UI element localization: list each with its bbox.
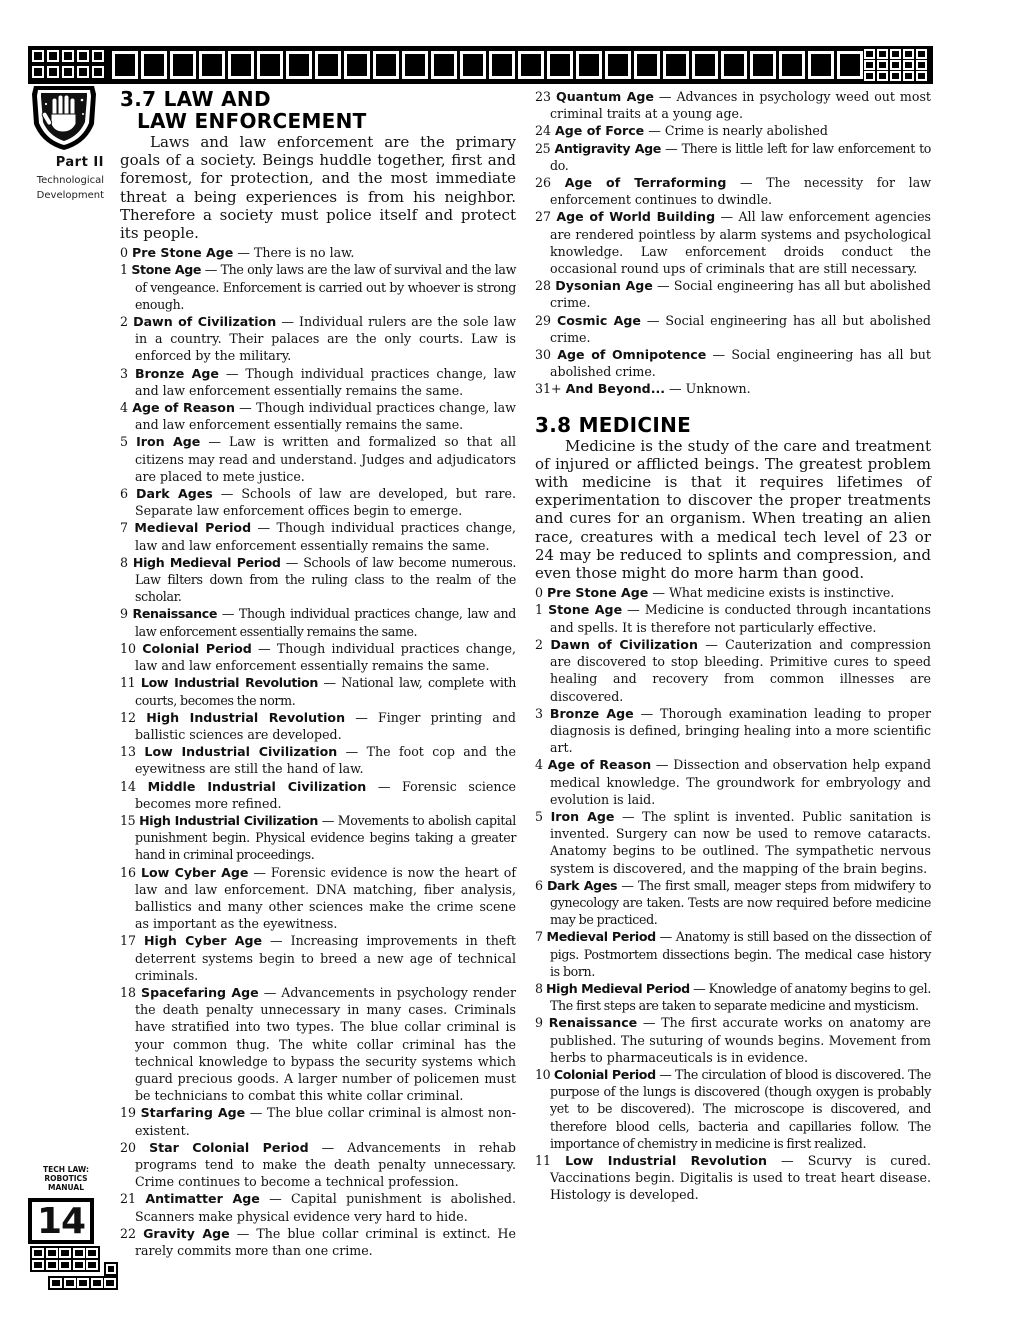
entry-text: Though individual practices change, law and law enforcement essentially remains the same.: [135, 520, 517, 553]
strip-square: [431, 51, 457, 79]
entry-item: 10 Colonial Period — The circulation of blood is discovered. The purpose of the lungs is discovered (though oxygen is probably yet to be discovered). The microscope is discovered, and therefore blood cells, bacteria and capillaries follow. The importance of chemistry in medicine is first realized.: [535, 1066, 931, 1151]
strip-square: [518, 51, 544, 79]
law-entry-list-continued: [535, 88, 931, 398]
entry-age: Star Colonial Period: [149, 1139, 309, 1155]
footer-box-row: [48, 1276, 118, 1290]
strip-square: [228, 51, 254, 79]
strip-square: [77, 50, 89, 62]
entry-age: High Industrial Civilization: [139, 812, 319, 828]
entry-age: And Beyond...: [565, 381, 666, 397]
entry-age: Dawn of Civilization: [133, 314, 277, 330]
entry-age: Colonial Period: [142, 640, 252, 656]
entry-item: 11 Low Industrial Revolution — Scurvy is cured. Vaccinations begin. Digitalis is used to treat heart disease. Histology is developed.: [535, 1152, 931, 1203]
entry-text: Movements to abolish capital punishment begin. Physical evidence begins taking a greater hand in criminal proceedings.: [135, 812, 516, 863]
entry-item: 3 Bronze Age — Though individual practices change, law and law enforcement essentially remains the same.: [120, 365, 516, 398]
entry-item: 25 Antigravity Age — There is little left for law enforcement to do.: [535, 140, 932, 173]
strip-square: [903, 49, 914, 59]
entry-text: Unknown.: [685, 381, 751, 397]
entry-text: Individual rulers are the sole law in a country. Their palaces are the only courts. Law is enforced by the military.: [135, 314, 516, 364]
entry-text: Though individual practices change, law and law enforcement essentially remains the same.: [135, 640, 516, 674]
entry-number: 2: [535, 636, 544, 652]
medicine-entry-list: [535, 584, 931, 1203]
entry-text: The necessity for law enforcement continues to dwindle.: [550, 175, 931, 208]
entry-item: 19 Starfaring Age — The blue collar criminal is almost non-existent.: [120, 1105, 516, 1138]
entry-text: The only laws are the law of survival and the law of vengeance. Enforcement is carried out by whoever is strong enough.: [135, 262, 516, 312]
entry-number: 3: [535, 705, 544, 721]
grid-square: [91, 1278, 103, 1288]
strip-square: [402, 51, 428, 79]
header-box-strip: [28, 46, 933, 84]
law-intro: Laws and law enforcement are the primary goals of a society. Beings huddle together, first and foremost, for protection, and the most immediate threat a being experiences is from his neighbor. Therefore a society must police itself and protect its people.: [120, 133, 516, 243]
entry-text: There is little left for law enforcement to do.: [550, 140, 932, 173]
entry-item: 21 Antimatter Age — Capital punishment is abolished. Scanners make physical evidence very hard to hide.: [120, 1191, 516, 1224]
entry-text: Social engineering has all but abolished crime.: [550, 312, 931, 345]
entry-item: 9 Renaissance — The first accurate works on anatomy are published. The suturing of wounds begins. Movement from herbs to pharmaceuticals is in evidence.: [535, 1015, 931, 1065]
entry-number: 12: [120, 709, 137, 725]
entry-item: 11 Low Industrial Revolution — National law, complete with courts, becomes the norm.: [120, 675, 517, 708]
entry-number: 18: [120, 984, 137, 1000]
entry-item: 12 High Industrial Revolution — Finger printing and ballistic sciences are developed.: [120, 709, 516, 742]
grid-square: [59, 1260, 71, 1270]
strip-square: [315, 51, 341, 79]
entry-number: 4: [120, 400, 129, 416]
entry-age: Dark Ages: [136, 486, 213, 502]
entry-item: 22 Gravity Age — The blue collar criminal is extinct. He rarely commits more than one crime.: [120, 1225, 516, 1258]
entry-number: 29: [535, 312, 552, 328]
entry-number: 31+: [535, 381, 562, 397]
entry-text: Schools of law become numerous. Law filters down from the ruling class to the realm of the scholar.: [135, 554, 516, 605]
strip-square: [460, 51, 486, 79]
strip-square: [890, 71, 901, 81]
medicine-intro: Medicine is the study of the care and treatment of injured or afflicted beings. The greatest problem with medicine is that it requires lifetimes of experimentation to discover the proper treatments and cures for an organism. When treating an alien race, creatures with a medical tech level of 23 or 24 may be reduced to splints and compression, and even those might do more harm than good.: [535, 436, 931, 583]
entry-item: 1 Stone Age — Medicine is conducted through incantations and spells. It is therefore not particularly effective.: [535, 602, 931, 635]
entry-age: Medieval Period: [546, 929, 656, 945]
strip-square: [903, 71, 914, 81]
entry-age: Age of World Building: [556, 209, 716, 225]
entry-text: The first accurate works on anatomy are published. The suturing of wounds begins. Movement from herbs to pharmaceuticals is in evidence.: [550, 1015, 931, 1065]
part-subtitle: [0, 173, 104, 203]
entry-item: 6 Dark Ages — Schools of law are developed, but rare. Separate law enforcement offices begin to emerge.: [120, 486, 516, 519]
entry-text: Advances in psychology weed out most criminal traits at a young age.: [550, 89, 931, 122]
entry-item: 0 Pre Stone Age — There is no law.: [120, 245, 355, 261]
entry-number: 9: [535, 1015, 544, 1031]
strip-square: [808, 51, 834, 79]
strip-square: [286, 51, 312, 79]
entry-text: Increasing improvements in theft deterrent systems begin to breed a new age of technical criminals.: [135, 933, 516, 983]
strip-square: [344, 51, 370, 79]
entry-text: Law is written and formalized so that all citizens may read and understand. Judges and adjudicators are placed to mete justice.: [135, 434, 516, 484]
entry-number: 9: [120, 606, 128, 622]
hand-shield-emblem: [26, 84, 102, 152]
entry-number: 10: [120, 640, 137, 656]
heading-line2: LAW ENFORCEMENT: [137, 109, 367, 133]
strip-square: [663, 51, 689, 79]
entry-number: 26: [535, 175, 552, 191]
strip-square: [77, 66, 89, 78]
strip-square: [92, 66, 104, 78]
entry-number: 0: [535, 585, 544, 601]
entry-number: 19: [120, 1105, 137, 1121]
entry-age: High Medieval Period: [132, 554, 281, 570]
entry-number: 20: [120, 1139, 137, 1155]
entry-item: 5 Iron Age — The splint is invented. Public sanitation is invented. Surgery can now be used to remove cataracts. Anatomy begins to be outlined. The sympathetic nervous system is discovered, and the mapping of the brain begins.: [535, 808, 931, 876]
part-subtitle-line2: Development: [36, 190, 104, 201]
entry-item: 20 Star Colonial Period — Advancements in rehab programs tend to make the death penalty unnecessary. Crime continues to become a technical profession.: [120, 1139, 516, 1190]
entry-text: All law enforcement agencies are rendered pointless by alarm systems and psychological knowledge. Law enforcement droids conduct the occasional round ups of criminals that are still necessary.: [550, 209, 931, 277]
page-number: 14: [28, 1198, 94, 1244]
entry-age: Age of Omnipotence: [557, 347, 707, 363]
entry-age: Bronze Age: [134, 365, 219, 381]
strip-square: [864, 71, 875, 81]
entry-number: 17: [120, 933, 137, 949]
manual-line1: TECH LAW:: [43, 1165, 89, 1174]
strip-square: [605, 51, 631, 79]
entry-number: 6: [120, 486, 129, 502]
entry-number: 28: [535, 278, 552, 294]
entry-text: Scurvy is cured. Vaccinations begin. Digitalis is used to treat heart disease. Histology is developed.: [550, 1152, 931, 1203]
entry-item: 17 High Cyber Age — Increasing improvements in theft deterrent systems begin to breed a new age of technical criminals.: [120, 933, 516, 983]
entry-age: Pre Stone Age: [132, 245, 234, 261]
entry-number: 2: [120, 314, 129, 330]
entry-age: Cosmic Age: [556, 312, 641, 328]
grid-square: [86, 1260, 98, 1270]
entry-item: 14 Middle Industrial Civilization — Forensic science becomes more refined.: [120, 778, 516, 811]
grid-square: [86, 1248, 98, 1258]
entry-age: Stone Age: [548, 602, 623, 618]
strip-square: [47, 50, 59, 62]
entry-item: 0 Pre Stone Age — What medicine exists is instinctive.: [535, 585, 895, 601]
strip-square: [890, 49, 901, 59]
entry-text: Crime is nearly abolished: [664, 123, 828, 139]
strip-square: [62, 66, 74, 78]
grid-square: [32, 1248, 44, 1258]
entry-age: Low Cyber Age: [140, 864, 249, 880]
grid-square: [59, 1248, 71, 1258]
entry-age: Antigravity Age: [554, 140, 661, 156]
grid-square: [104, 1278, 116, 1288]
entry-item: 4 Age of Reason — Dissection and observation help expand medical knowledge. The groundwork for embryology and evolution is laid.: [535, 757, 931, 807]
entry-text: Social engineering has all but abolished crime.: [550, 278, 931, 311]
entry-text: Medicine is conducted through incantations and spells. It is therefore not particularly effective.: [550, 602, 931, 635]
strip-square: [877, 71, 888, 81]
strip-square: [92, 50, 104, 62]
strip-square: [877, 49, 888, 59]
entry-number: 0: [120, 245, 129, 261]
grid-square: [73, 1248, 85, 1258]
grid-square: [50, 1278, 62, 1288]
part-label: Part II: [55, 155, 104, 170]
entry-text: Forensic science becomes more refined.: [135, 778, 516, 811]
grid-square: [106, 1264, 116, 1274]
entry-text: There is no law.: [253, 245, 355, 261]
entry-age: Age of Reason: [132, 400, 235, 416]
entry-item: 7 Medieval Period — Though individual practices change, law and law enforcement essentially remains the same.: [120, 520, 517, 553]
entry-item: 13 Low Industrial Civilization — The foot cop and the eyewitness are still the hand of law.: [120, 744, 516, 777]
entry-age: High Industrial Revolution: [146, 709, 346, 725]
entry-item: 9 Renaissance — Though individual practices change, law and law enforcement essentially remains the same.: [120, 606, 516, 639]
strip-square: [199, 51, 225, 79]
entry-number: 8: [535, 980, 543, 996]
entry-number: 5: [535, 808, 544, 824]
entry-item: 6 Dark Ages — The first small, meager steps from midwifery to gynecology are taken. Tests are now required before medicine may be practiced.: [535, 877, 931, 928]
entry-text: Knowledge of anatomy begins to gel. The first steps are taken to separate medicine and mysticism.: [550, 980, 931, 1014]
entry-number: 25: [535, 140, 551, 156]
entry-item: 27 Age of World Building — All law enforcement agencies are rendered pointless by alarm systems and psychological knowledge. Law enforcement droids conduct the occasional round ups of criminals that are still necessary.: [535, 209, 931, 277]
entry-age: Age of Force: [555, 123, 645, 139]
entry-number: 8: [120, 554, 128, 570]
entry-number: 15: [120, 812, 136, 828]
grid-square: [64, 1278, 76, 1288]
entry-item: 24 Age of Force — Crime is nearly abolished: [535, 123, 828, 139]
footer-box-corner: [104, 1262, 118, 1276]
entry-item: 16 Low Cyber Age — Forensic evidence is now the heart of law and law enforcement. DNA matching, fiber analysis, ballistics and many other sciences make the crime scene as important as the eyewitness.: [120, 864, 516, 932]
entry-item: 10 Colonial Period — Though individual practices change, law and law enforcement essentially remains the same.: [120, 640, 516, 674]
entry-age: Medieval Period: [134, 520, 252, 536]
strip-square: [916, 49, 927, 59]
entry-text: Dissection and observation help expand medical knowledge. The groundwork for embryology and evolution is laid.: [550, 757, 931, 807]
strip-square: [864, 60, 875, 70]
entry-text: Capital punishment is abolished. Scanners make physical evidence very hard to hide.: [135, 1191, 516, 1224]
entry-number: 22: [120, 1225, 137, 1241]
entry-number: 3: [120, 365, 129, 381]
entry-age: Renaissance: [548, 1015, 638, 1031]
entry-age: Dark Ages: [546, 877, 618, 893]
strip-square: [750, 51, 776, 79]
entry-age: Colonial Period: [553, 1066, 656, 1082]
entry-item: 15 High Industrial Civilization — Movements to abolish capital punishment begin. Physical evidence begins taking a greater hand in criminal proceedings.: [120, 812, 516, 863]
entry-item: 7 Medieval Period — Anatomy is still based on the dissection of pigs. Postmortem dissections begin. The medical case history is born.: [535, 929, 931, 979]
strip-square: [779, 51, 805, 79]
entry-age: Middle Industrial Civilization: [147, 778, 367, 794]
entry-text: The blue collar criminal is almost non-existent.: [135, 1105, 516, 1138]
entry-text: Though individual practices change, law and law enforcement essentially remains the same.: [135, 365, 516, 398]
entry-item: 2 Dawn of Civilization — Individual rulers are the sole law in a country. Their palaces are the only courts. Law is enforced by the military.: [120, 314, 516, 364]
entry-item: 3 Bronze Age — Thorough examination leading to proper diagnosis is defined, bringing healing into a more scientific art.: [535, 705, 931, 756]
strip-square: [903, 60, 914, 70]
strip-square: [634, 51, 660, 79]
grid-square: [46, 1260, 58, 1270]
entry-age: Antimatter Age: [145, 1191, 260, 1207]
entry-number: 7: [120, 520, 129, 536]
entry-number: 27: [535, 209, 552, 225]
entry-age: Spacefaring Age: [141, 984, 259, 1000]
section-heading-medicine: 3.8 MEDICINE: [535, 412, 692, 437]
entry-text: Social engineering has all but abolished crime.: [550, 347, 931, 380]
footer-box-grid: [30, 1246, 100, 1272]
entry-text: Schools of law are developed, but rare. Separate law enforcement offices begin to emerge.: [135, 486, 516, 519]
strip-square: [916, 60, 927, 70]
entry-text: Finger printing and ballistic sciences are developed.: [135, 709, 516, 742]
entry-number: 11: [535, 1152, 552, 1168]
strip-square: [141, 51, 167, 79]
left-column: [120, 88, 516, 1259]
entry-item: 2 Dawn of Civilization — Cauterization and compression are discovered to stop bleeding. Primitive cures to speed healing and recovery from common illnesses are discovered.: [535, 636, 931, 704]
entry-age: Gravity Age: [143, 1225, 230, 1241]
entry-age: Renaissance: [132, 606, 218, 622]
manual-line2: ROBOTICS: [44, 1174, 88, 1183]
entry-number: 7: [535, 929, 543, 945]
entry-age: Stone Age: [131, 262, 202, 278]
entry-item: 4 Age of Reason — Though individual practices change, law and law enforcement essentially remains the same.: [120, 400, 516, 433]
heading-line1: 3.7 LAW AND: [120, 87, 271, 111]
strip-square: [916, 71, 927, 81]
entry-text: Advancements in psychology render the death penalty unnecessary in many cases. Criminals have stratified into two types. The blue collar criminal is your common thug. The white collar criminal has the technical knowledge to bypass the security systems which guard precious goods. A larger number of policemen must be technicians to combat this white collar criminal.: [135, 984, 516, 1104]
entry-text: Cauterization and compression are discovered to stop bleeding. Primitive cures to speed healing and recovery from common illnesses are discovered.: [550, 636, 931, 704]
entry-age: Dysonian Age: [555, 278, 653, 294]
strip-square: [373, 51, 399, 79]
entry-number: 13: [120, 744, 137, 760]
entry-text: National law, complete with courts, becomes the norm.: [135, 675, 517, 708]
entry-number: 1: [535, 602, 544, 618]
strip-square: [890, 60, 901, 70]
grid-square: [77, 1278, 89, 1288]
entry-age: High Cyber Age: [144, 933, 263, 949]
entry-age: High Medieval Period: [545, 980, 690, 996]
strip-square: [489, 51, 515, 79]
entry-age: Low Industrial Revolution: [565, 1152, 768, 1168]
entry-text: Though individual practices change, law and law enforcement essentially remains the same.: [135, 606, 516, 639]
manual-label: [28, 1165, 104, 1192]
entry-text: What medicine exists is instinctive.: [668, 585, 895, 601]
section-heading-law: [120, 88, 516, 132]
grid-square: [73, 1260, 85, 1270]
entry-age: Starfaring Age: [140, 1105, 246, 1121]
entry-text: Anatomy is still based on the dissection of pigs. Postmortem dissections begin. The medical case history is born.: [550, 929, 931, 979]
entry-text: The first small, meager steps from midwifery to gynecology are taken. Tests are now required before medicine may be practiced.: [550, 877, 931, 928]
right-column: [535, 88, 931, 1204]
entry-item: 30 Age of Omnipotence — Social engineering has all but abolished crime.: [535, 347, 931, 380]
entry-item: 8 High Medieval Period — Knowledge of anatomy begins to gel. The first steps are taken to separate medicine and mysticism.: [535, 980, 931, 1014]
entry-age: Pre Stone Age: [547, 585, 649, 601]
strip-square: [112, 51, 138, 79]
strip-square: [32, 66, 44, 78]
strip-square: [257, 51, 283, 79]
entry-number: 24: [535, 123, 552, 139]
entry-item: 31+ And Beyond... — Unknown.: [535, 381, 751, 397]
entry-age: Age of Reason: [547, 757, 652, 773]
entry-number: 23: [535, 89, 552, 104]
entry-text: The blue collar criminal is extinct. He rarely commits more than one crime.: [135, 1225, 516, 1258]
entry-number: 5: [120, 434, 129, 450]
entry-number: 14: [120, 778, 137, 794]
strip-square: [576, 51, 602, 79]
entry-item: 1 Stone Age — The only laws are the law of survival and the law of vengeance. Enforcement is carried out by whoever is strong enough.: [120, 262, 516, 312]
strip-square: [721, 51, 747, 79]
entry-item: 18 Spacefaring Age — Advancements in psychology render the death penalty unnecessary in many cases. Criminals have stratified into two types. The blue collar criminal is your common thug. The white collar criminal has the technical knowledge to bypass the security systems which guard precious goods. A larger number of policemen must be technicians to combat this white collar criminal.: [120, 984, 516, 1104]
entry-text: The splint is invented. Public sanitation is invented. Surgery can now be used to remove cataracts. Anatomy begins to be outlined. The sympathetic nervous system is discovered, and the mapping of the brain begins.: [550, 808, 931, 876]
strip-square: [864, 49, 875, 59]
entry-item: 26 Age of Terraforming — The necessity for law enforcement continues to dwindle.: [535, 175, 931, 208]
entry-item: 28 Dysonian Age — Social engineering has all but abolished crime.: [535, 278, 931, 311]
strip-square: [692, 51, 718, 79]
entry-number: 6: [535, 877, 543, 893]
entry-age: Age of Terraforming: [564, 175, 727, 191]
strip-square: [877, 60, 888, 70]
entry-age: Dawn of Civilization: [550, 636, 698, 652]
grid-square: [32, 1260, 44, 1270]
entry-item: 29 Cosmic Age — Social engineering has all but abolished crime.: [535, 312, 931, 345]
strip-square: [62, 50, 74, 62]
entry-text: The foot cop and the eyewitness are still the hand of law.: [135, 744, 516, 777]
entry-number: 11: [120, 675, 136, 691]
entry-item: 5 Iron Age — Law is written and formalized so that all citizens may read and understand. Judges and adjudicators are placed to mete justice.: [120, 434, 516, 484]
entry-age: Quantum Age: [556, 89, 654, 104]
manual-line3: MANUAL: [48, 1183, 84, 1192]
strip-square: [32, 50, 44, 62]
law-entry-list: [120, 244, 516, 1259]
strip-square: [170, 51, 196, 79]
entry-number: 1: [120, 262, 128, 278]
entry-number: 4: [535, 757, 544, 773]
strip-square: [47, 66, 59, 78]
entry-number: 16: [120, 864, 137, 880]
entry-age: Low Industrial Revolution: [140, 675, 318, 691]
grid-square: [46, 1248, 58, 1258]
strip-square: [837, 51, 863, 79]
entry-age: Bronze Age: [549, 705, 634, 721]
part-subtitle-line1: Technological: [36, 175, 104, 186]
entry-text: The circulation of blood is discovered. The purpose of the lungs is discovered (though oxygen is probably yet to be discovered). The microscope is discovered, and therefore blood cells, bacteria and capillaries follow. The importance of chemistry in medicine is first realized.: [550, 1066, 931, 1151]
entry-text: Though individual practices change, law and law enforcement essentially remains the same.: [135, 400, 516, 433]
entry-age: Iron Age: [550, 808, 615, 824]
entry-age: Low Industrial Civilization: [144, 744, 338, 760]
entry-number: 30: [535, 347, 552, 363]
entry-text: Forensic evidence is now the heart of law and law enforcement. DNA matching, fiber analysis, ballistics and many other sciences make the crime scene as important as the eyewitness.: [135, 864, 516, 932]
entry-text: Thorough examination leading to proper diagnosis is defined, bringing healing into a more scientific art.: [550, 705, 931, 756]
entry-age: Iron Age: [136, 434, 201, 450]
entry-item: 23 Quantum Age — Advances in psychology weed out most criminal traits at a young age.: [535, 89, 931, 122]
entry-number: 10: [535, 1066, 551, 1082]
entry-number: 21: [120, 1191, 137, 1207]
entry-item: 8 High Medieval Period — Schools of law become numerous. Law filters down from the ruling class to the realm of the scholar.: [120, 554, 516, 605]
strip-square: [547, 51, 573, 79]
entry-text: Advancements in rehab programs tend to make the death penalty unnecessary. Crime continues to become a technical profession.: [135, 1139, 516, 1190]
